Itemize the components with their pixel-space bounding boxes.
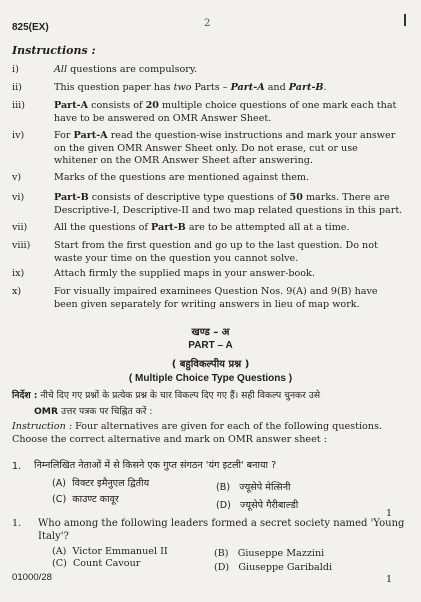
instruction-text-part: For visually impaired examinees Question Nos. 9(A) and 9(B) have been given separately for writing answers in lieu of map work. (54, 286, 378, 310)
question-english-number: 1. (12, 518, 22, 529)
hindi-omr: OMR (34, 406, 59, 417)
paper-code: 825(EX) (12, 22, 49, 33)
instruction-text (54, 100, 404, 125)
instruction-number: iv) (12, 130, 25, 141)
english-instruction (12, 421, 408, 446)
option-english-d: (D) Giuseppe Garibaldi (214, 562, 333, 573)
instruction-text-part: Parts – (191, 82, 231, 93)
instruction-text-part: All (54, 64, 68, 75)
instruction-text-part: two (173, 82, 192, 93)
instruction-text-part: questions are compulsory. (67, 64, 198, 75)
instruction-text-part: Attach firmly the supplied maps in your answer-book. (54, 268, 315, 279)
instruction-text (54, 286, 404, 311)
instruction-text-part: consists of descriptive type questions of (88, 192, 290, 203)
instruction-text-part: 50 (289, 192, 303, 203)
instruction-text-part: Part-B (288, 82, 324, 93)
instruction-number: v) (12, 172, 22, 183)
question-english-text: Who among the following leaders formed a secret society named 'Young Italy'? (38, 518, 405, 542)
instruction-text-part: Part-A (230, 82, 265, 93)
instruction-text-part: Part-B (54, 192, 89, 203)
hindi-instruction-label: निर्देश : (12, 390, 38, 401)
option-english-b: (B) Giuseppe Mazzini (214, 548, 325, 559)
instruction-number: i) (12, 64, 19, 75)
option-english-a: (A) Victor Emmanuel II (52, 546, 168, 557)
instruction-number: vi) (12, 192, 25, 203)
footer-code: 01000/28 (12, 572, 53, 583)
instruction-text-part: . (323, 82, 327, 93)
instruction-text (54, 192, 404, 217)
section-subtitle: ( Multiple Choice Type Questions ) (128, 373, 293, 384)
instruction-text-part: 20 (145, 100, 159, 111)
instruction-text-part: Part-A (73, 130, 108, 141)
option-hindi-c: (C) काउण्ट कावूर (52, 494, 119, 505)
hindi-instruction (12, 388, 408, 420)
option-hindi-b: (B) ज्यूसेपे मेत्सिनी (216, 482, 291, 493)
instruction-text-part: This question paper has (54, 82, 174, 93)
instruction-text (54, 222, 404, 235)
instruction-text (54, 268, 404, 281)
english-instruction-label: Instruction : (12, 421, 73, 432)
instruction-text-part: are to be attempted all at a time. (185, 222, 350, 233)
instruction-text-part: and (264, 82, 289, 93)
instruction-text-part: consists of (88, 100, 146, 111)
instruction-text (54, 172, 404, 185)
instruction-text-part: For (54, 130, 74, 141)
question-hindi-marks: 1 (386, 508, 393, 519)
instruction-text-part: multiple choice questions of one mark each that have to be answered on OMR Answer Sheet. (54, 100, 397, 124)
question-english-marks: 1 (386, 574, 393, 585)
instruction-text-part: Part-B (151, 222, 186, 233)
margin-mark (404, 14, 406, 26)
instruction-text-part: Marks of the questions are mentioned against them. (54, 172, 310, 183)
instruction-text-part: Part-A (54, 100, 89, 111)
english-instruction-text: Four alternatives are given for each of the following questions. Choose the correct alternative and mark on OMR answer sheet : (12, 421, 382, 445)
instruction-text-part: Start from the first question and go up to the last question. Do not waste your time on the question you cannot solve. (54, 240, 378, 264)
instruction-text (54, 82, 404, 95)
instruction-number: ii) (12, 82, 22, 93)
instructions-title: Instructions : (12, 44, 96, 57)
page-number: 2 (204, 18, 211, 29)
section-title: PART – A (188, 340, 233, 351)
option-english-c: (C) Count Cavour (52, 558, 141, 569)
hindi-instruction-text2: उत्तर पत्रक पर चिह्नित करें : (60, 406, 153, 417)
instruction-number: vii) (12, 222, 28, 233)
section-hindi-title: खण्ड – अ (191, 327, 230, 338)
instruction-text (54, 130, 404, 168)
instruction-number: x) (12, 286, 22, 297)
instruction-text-part: read the question-wise instructions and mark your answer on the given OMR Answer Sheet only. Do not erase, cut or use whitener on the OMR Answer Sheet after answering. (54, 130, 396, 167)
section-hindi-subtitle: ( बहुविकल्पीय प्रश्न ) (171, 359, 250, 370)
instruction-text-part: marks. There are Descriptive-I, Descriptive-II and two map related questions in this part. (54, 192, 403, 216)
instruction-number: ix) (12, 268, 25, 279)
instruction-text (54, 64, 404, 77)
instruction-number: iii) (12, 100, 25, 111)
question-hindi-text: निम्नलिखित नेताओं में से किसने एक गुप्त संगठन 'यंग इटली' बनाया ? (34, 460, 277, 471)
instruction-text (54, 240, 404, 265)
question-hindi-number: 1. (12, 461, 22, 472)
instruction-text-part: All the questions of (54, 222, 152, 233)
option-hindi-a: (A) विक्टर इमैनुएल द्वितीय (52, 478, 150, 489)
hindi-instruction-text: नीचे दिए गए प्रश्नों के प्रत्येक प्रश्न के चार विकल्प दिए गए हैं। सही विकल्प चुनकर उसे (40, 390, 321, 401)
option-hindi-d: (D) ज्यूसेपे गैरीबाल्डी (216, 500, 299, 511)
instruction-number: viii) (12, 240, 31, 251)
